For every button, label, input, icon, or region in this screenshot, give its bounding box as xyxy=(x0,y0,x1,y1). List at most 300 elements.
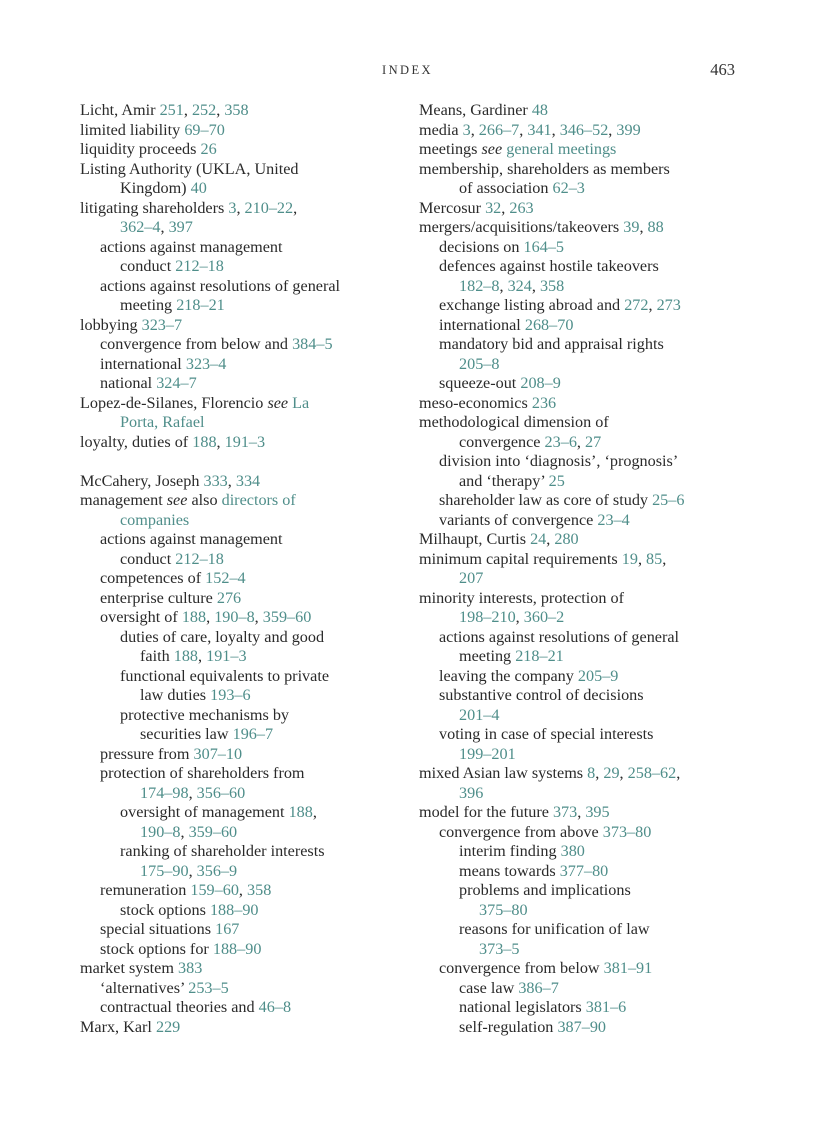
entry-text: , xyxy=(293,198,298,217)
page-reference-link[interactable]: 39 xyxy=(623,218,640,236)
entry-text: , xyxy=(312,803,317,821)
entry-text: Mercosur xyxy=(419,198,486,217)
page-reference-link[interactable]: 373–80 xyxy=(602,822,652,841)
entry-text: , xyxy=(637,549,647,568)
page-reference-link[interactable]: 191–3 xyxy=(224,432,266,451)
index-entry xyxy=(419,550,739,570)
index-subentry xyxy=(80,901,410,921)
entry-text: leaving the company xyxy=(439,666,578,685)
page-reference-link[interactable]: 381–91 xyxy=(603,959,653,977)
entry-text: minimum capital requirements xyxy=(419,549,622,568)
page-reference-link[interactable]: 3 xyxy=(228,198,237,217)
index-entry xyxy=(419,803,739,823)
index-subentry xyxy=(80,881,410,901)
index-entry xyxy=(80,959,410,979)
page-reference-link[interactable]: 381–6 xyxy=(585,998,627,1016)
entry-text: McCahery, Joseph xyxy=(80,471,204,490)
page-reference-link[interactable]: 201–4 xyxy=(459,705,500,724)
index-subentry xyxy=(80,745,410,765)
page-reference-link[interactable]: 196–7 xyxy=(232,725,274,743)
index-subentry xyxy=(80,589,410,609)
entry-text: faith xyxy=(140,647,174,665)
page-reference-link[interactable]: 266–7 xyxy=(478,120,520,139)
entry-text: conduct xyxy=(120,257,176,275)
index-subentry xyxy=(80,725,410,745)
entry-text: lobbying xyxy=(80,315,142,334)
entry-text: international xyxy=(100,354,186,373)
page-reference-link[interactable]: 88 xyxy=(647,218,664,236)
index-entry xyxy=(419,218,739,238)
index-subentry xyxy=(80,296,410,316)
index-subentry xyxy=(80,920,410,940)
page-reference-link[interactable]: 8 xyxy=(587,764,596,782)
page-reference-link[interactable]: 359–60 xyxy=(262,608,312,626)
page-reference-link[interactable]: 334 xyxy=(235,471,261,490)
index-column-left xyxy=(80,101,410,1037)
index-subentry xyxy=(419,940,739,960)
index-entry xyxy=(80,433,410,453)
index-subentry xyxy=(80,569,410,589)
page-reference-link[interactable]: 356–9 xyxy=(196,861,238,880)
page-reference-link[interactable]: 324–7 xyxy=(156,374,197,392)
index-subentry xyxy=(419,569,739,589)
index-subentry xyxy=(80,257,410,277)
page-reference-link[interactable]: 396 xyxy=(459,783,484,802)
page-reference-link[interactable]: 175–90 xyxy=(140,861,189,880)
index-subentry xyxy=(419,238,739,258)
page-reference-link[interactable]: 273 xyxy=(656,296,681,314)
index-entry xyxy=(419,199,739,219)
entry-text: mixed Asian law systems xyxy=(419,764,588,782)
index-subentry xyxy=(419,316,739,336)
index-column-right xyxy=(419,101,739,1037)
page-header xyxy=(80,62,735,82)
entry-text: convergence from above xyxy=(439,822,603,841)
entry-text: national xyxy=(100,374,157,392)
page-reference-link[interactable]: 23–4 xyxy=(597,510,630,529)
entry-text: , xyxy=(662,549,667,568)
entry-text: means towards xyxy=(459,861,560,880)
entry-text: interim finding xyxy=(459,842,561,860)
entry-text: stock options xyxy=(120,900,210,919)
page-reference-link[interactable]: 395 xyxy=(585,803,610,821)
index-subentry xyxy=(419,628,739,648)
page-reference-link[interactable]: 251 xyxy=(159,101,184,119)
page-reference-link[interactable]: 188 xyxy=(192,432,217,451)
page-reference-link[interactable]: 346–52 xyxy=(559,120,609,139)
entry-text: protective mechanisms by xyxy=(120,705,290,724)
index-entry xyxy=(419,101,739,121)
entry-text: Licht, Amir xyxy=(80,101,160,119)
index-subentry xyxy=(419,745,739,765)
page-reference-link[interactable]: directors of xyxy=(221,491,296,509)
entry-text: liquidity proceeds xyxy=(80,140,201,158)
entry-text: model for the future xyxy=(419,803,553,821)
page-number: 463 xyxy=(710,60,735,79)
entry-text: loyalty, duties of xyxy=(80,432,193,451)
page-reference-link[interactable]: Porta, Rafael xyxy=(120,413,205,431)
index-entry xyxy=(80,1018,410,1038)
page-reference-link[interactable]: 188 xyxy=(181,608,207,626)
page-reference-link[interactable]: 208–9 xyxy=(520,374,561,392)
page-reference-link[interactable]: 323–7 xyxy=(141,315,183,334)
page-reference-link[interactable]: 188–90 xyxy=(212,939,262,958)
entry-text: , xyxy=(619,764,628,782)
page-reference-link[interactable]: 323–4 xyxy=(185,354,227,373)
see-reference-term: see xyxy=(166,491,188,509)
entry-text: convergence from below and xyxy=(100,335,293,353)
page-reference-link[interactable]: 377–80 xyxy=(559,861,609,880)
entry-text: management xyxy=(80,491,167,509)
entry-text: , xyxy=(595,764,604,782)
page-reference-link[interactable]: 276 xyxy=(216,588,242,607)
page-reference-link[interactable]: 85 xyxy=(646,549,663,568)
index-entry xyxy=(80,160,410,180)
index-subentry xyxy=(80,550,410,570)
index-subentry xyxy=(419,608,739,628)
page-reference-link[interactable]: 212–18 xyxy=(175,549,224,568)
entry-text: mergers/acquisitions/takeovers xyxy=(419,218,624,236)
entry-text: minority interests, protection of xyxy=(419,588,624,607)
page-reference-link[interactable]: 252 xyxy=(191,101,217,119)
entry-text: remuneration xyxy=(100,881,191,899)
index-entry xyxy=(80,199,410,219)
page-reference-link[interactable]: 373 xyxy=(552,803,578,821)
index-subentry xyxy=(80,530,410,550)
index-entry xyxy=(419,121,739,141)
entry-text: duties of care, loyalty and good xyxy=(120,627,325,646)
entry-text: enterprise culture xyxy=(100,588,217,607)
index-subentry xyxy=(419,374,739,394)
index-subentry xyxy=(80,511,410,531)
page-reference-link[interactable]: 205–9 xyxy=(577,666,619,685)
index-subentry xyxy=(419,920,739,940)
entry-text: of association xyxy=(459,179,553,197)
page-reference-link[interactable]: 207 xyxy=(459,569,484,587)
entry-text: conduct xyxy=(120,549,176,568)
entry-text: special situations xyxy=(100,920,216,938)
index-subentry xyxy=(419,823,739,843)
index-subentry xyxy=(80,628,410,648)
index-subentry xyxy=(419,335,739,355)
page-reference-link[interactable]: 26 xyxy=(200,140,217,158)
entry-text: functional equivalents to private xyxy=(120,666,330,685)
entry-text: Milhaupt, Curtis xyxy=(419,530,531,548)
index-entry xyxy=(80,121,410,141)
entry-text: , xyxy=(470,120,479,139)
entry-text: , xyxy=(206,608,215,626)
entry-text: convergence from below xyxy=(439,959,604,977)
page-reference-link[interactable]: 324 xyxy=(507,276,532,295)
index-entry xyxy=(419,140,739,160)
entry-text: decisions on xyxy=(439,237,524,256)
index-subentry xyxy=(419,901,739,921)
index-entry xyxy=(80,101,410,121)
page-reference-link[interactable]: 27 xyxy=(585,432,602,451)
index-subentry xyxy=(419,959,739,979)
entry-text: case law xyxy=(459,978,519,997)
entry-text: law duties xyxy=(140,686,211,704)
index-subentry xyxy=(419,725,739,745)
entry-text: , xyxy=(515,608,524,626)
page-reference-link[interactable]: 48 xyxy=(531,101,549,119)
entry-text: contractual theories and xyxy=(100,998,259,1016)
entry-text: market system xyxy=(80,959,179,977)
page-reference-link[interactable]: 384–5 xyxy=(292,335,333,353)
index-subentry xyxy=(80,823,410,843)
page-reference-link[interactable]: 236 xyxy=(531,393,557,412)
index-subentry xyxy=(80,277,410,297)
page-reference-link[interactable]: 218–21 xyxy=(176,296,225,314)
entry-text: meeting xyxy=(459,647,516,665)
page-reference-link[interactable]: companies xyxy=(120,510,190,529)
entry-text: meso-economics xyxy=(419,393,532,412)
page-reference-link[interactable]: 193–6 xyxy=(210,686,251,704)
entry-text: , xyxy=(639,218,648,236)
index-subentry xyxy=(419,647,739,667)
page-reference-link[interactable]: 218–21 xyxy=(515,647,564,665)
entry-text: international xyxy=(439,315,525,334)
section-gap xyxy=(80,452,410,472)
entry-text: , xyxy=(551,120,560,139)
page-reference-link[interactable]: 25–6 xyxy=(652,491,685,509)
index-subentry xyxy=(80,355,410,375)
page-reference-link[interactable]: 24 xyxy=(530,530,547,548)
entry-text: , xyxy=(519,120,528,139)
index-subentry xyxy=(80,784,410,804)
page-reference-link[interactable]: 199–201 xyxy=(459,744,516,763)
index-entry xyxy=(80,140,410,160)
page-reference-link[interactable]: 397 xyxy=(168,218,193,236)
entry-text: squeeze-out xyxy=(439,374,521,392)
index-subentry xyxy=(80,413,410,433)
page-reference-link[interactable]: 383 xyxy=(178,959,203,977)
index-subentry xyxy=(80,238,410,258)
entry-text: Lopez-de-Silanes, Florencio xyxy=(80,393,268,412)
page-reference-link[interactable]: 3 xyxy=(462,120,471,139)
index-subentry xyxy=(80,686,410,706)
index-subentry xyxy=(419,433,739,453)
page-reference-link[interactable]: 188–90 xyxy=(209,900,259,919)
page-reference-link[interactable]: 229 xyxy=(155,1017,181,1036)
index-entry xyxy=(419,589,739,609)
page-reference-link[interactable]: 188 xyxy=(173,647,198,665)
page-reference-link[interactable]: La xyxy=(292,393,310,412)
page-reference-link[interactable]: 188 xyxy=(288,803,313,821)
entry-text: Listing Authority (UKLA, United xyxy=(80,159,299,178)
entry-text: self-regulation xyxy=(459,1017,558,1036)
entry-text: shareholder law as core of study xyxy=(439,491,653,509)
entry-text: oversight of management xyxy=(120,803,289,821)
page-reference-link[interactable]: 253–5 xyxy=(188,978,229,997)
page-reference-link[interactable]: 62–3 xyxy=(552,179,585,197)
index-subentry xyxy=(80,179,410,199)
page-reference-link[interactable]: 373–5 xyxy=(479,939,520,958)
entry-text: exchange listing abroad and xyxy=(439,296,625,314)
entry-text: meetings xyxy=(419,140,482,158)
entry-text: voting in case of special interests xyxy=(439,725,654,743)
index-subentry xyxy=(419,277,739,297)
page-reference-link[interactable]: 263 xyxy=(509,198,534,217)
index-subentry xyxy=(419,686,739,706)
entry-text: Means, Gardiner xyxy=(419,101,532,119)
page-reference-link[interactable]: 359–60 xyxy=(188,822,238,841)
page-reference-link[interactable]: 258–62 xyxy=(627,764,677,782)
index-subentry xyxy=(80,862,410,882)
page-reference-link[interactable]: 358 xyxy=(247,881,272,899)
index-subentry xyxy=(419,979,739,999)
entry-text: , xyxy=(183,101,192,119)
index-subentry xyxy=(80,998,410,1018)
index-subentry xyxy=(419,706,739,726)
page-reference-link[interactable]: 212–18 xyxy=(175,257,224,275)
index-entry xyxy=(419,413,739,433)
entry-text: , xyxy=(648,296,657,314)
page-reference-link[interactable]: 205–8 xyxy=(459,354,500,373)
index-entry xyxy=(419,764,739,784)
entry-text: defences against hostile takeovers xyxy=(439,257,659,275)
page-reference-link[interactable]: 25 xyxy=(548,471,565,490)
index-entry xyxy=(419,530,739,550)
index-subentry xyxy=(419,296,739,316)
page-reference-link[interactable]: 360–2 xyxy=(523,608,565,626)
page-reference-link[interactable]: 356–60 xyxy=(196,783,246,802)
index-subentry xyxy=(419,491,739,511)
page-reference-link[interactable]: 174–98 xyxy=(140,783,189,802)
page-reference-link[interactable]: 358 xyxy=(224,101,249,119)
entry-text: , xyxy=(180,822,189,841)
entry-text: Kingdom) xyxy=(120,179,191,197)
page-reference-link[interactable]: 358 xyxy=(539,276,565,295)
index-subentry xyxy=(80,374,410,394)
entry-text: division into ‘diagnosis’, ‘prognosis’ xyxy=(439,452,679,470)
entry-text: reasons for unification of law xyxy=(459,920,650,938)
page-reference-link[interactable]: 29 xyxy=(603,764,620,782)
page-reference-link[interactable]: 280 xyxy=(554,530,579,548)
page-reference-link[interactable]: 341 xyxy=(527,120,552,139)
page-reference-link[interactable]: 399 xyxy=(616,120,641,139)
see-reference-term: see xyxy=(481,140,503,158)
entry-text: also xyxy=(187,491,222,509)
page-reference-link[interactable]: 40 xyxy=(190,179,207,197)
page-reference-link[interactable]: 386–7 xyxy=(518,978,559,997)
entry-text: substantive control of decisions xyxy=(439,686,644,704)
index-subentry xyxy=(419,881,739,901)
entry-text: , xyxy=(531,276,540,295)
index-entry xyxy=(419,160,739,180)
entry-text: , xyxy=(576,432,586,451)
running-head: INDEX xyxy=(382,63,433,77)
entry-text: , xyxy=(499,276,508,295)
entry-text: variants of convergence xyxy=(439,510,598,529)
entry-text: , xyxy=(577,803,586,821)
entry-text: , xyxy=(501,198,510,217)
page-reference-link[interactable]: 190–8 xyxy=(140,822,181,841)
page-reference-link[interactable]: 164–5 xyxy=(523,237,564,256)
page-reference-link[interactable]: 198–210 xyxy=(459,608,516,626)
entry-text: problems and implications xyxy=(459,881,631,899)
page-reference-link[interactable]: 333 xyxy=(203,471,228,490)
page-reference-link[interactable]: 46–8 xyxy=(258,998,292,1016)
page-reference-link[interactable]: 268–70 xyxy=(524,315,574,334)
index-subentry xyxy=(419,667,739,687)
entry-text: meeting xyxy=(120,296,177,314)
page-reference-link[interactable]: 23–6 xyxy=(544,432,577,451)
page-reference-link[interactable]: 375–80 xyxy=(479,900,528,919)
index-subentry xyxy=(419,355,739,375)
page-reference-link[interactable]: 182–8 xyxy=(459,276,500,295)
index-subentry xyxy=(80,218,410,238)
index-subentry xyxy=(80,803,410,823)
entry-text: ranking of shareholder interests xyxy=(120,842,325,860)
entry-text: oversight of xyxy=(100,608,182,626)
index-subentry xyxy=(80,335,410,355)
index-subentry xyxy=(80,647,410,667)
entry-text: ‘alternatives’ xyxy=(100,978,189,997)
entry-text: litigating shareholders xyxy=(80,198,229,217)
entry-text: , xyxy=(188,861,197,880)
entry-text: limited liability xyxy=(80,120,185,139)
index-subentry xyxy=(419,842,739,862)
page-reference-link[interactable]: 32 xyxy=(485,198,502,217)
entry-text: actions against resolutions of general xyxy=(100,276,341,295)
entry-text: actions against management xyxy=(100,237,283,256)
entry-text: , xyxy=(238,881,247,899)
entry-text: pressure from xyxy=(100,744,194,763)
entry-text: , xyxy=(676,764,681,782)
page-reference-link[interactable]: 362–4 xyxy=(120,218,161,236)
page-reference-link[interactable]: 380 xyxy=(560,842,585,860)
page-reference-link[interactable]: 19 xyxy=(621,549,638,568)
index-entry xyxy=(80,394,410,414)
entry-text: membership, shareholders as members xyxy=(419,159,670,178)
entry-text: protection of shareholders from xyxy=(100,764,305,782)
page-reference-link[interactable]: 387–90 xyxy=(557,1017,606,1036)
entry-text: , xyxy=(227,471,236,490)
page-reference-link[interactable]: 307–10 xyxy=(193,744,243,763)
index-entry xyxy=(80,472,410,492)
index-subentry xyxy=(419,784,739,804)
index-subentry xyxy=(419,1018,739,1038)
page-reference-link[interactable]: 272 xyxy=(624,296,649,314)
index-entry xyxy=(419,394,739,414)
page-reference-link[interactable]: 191–3 xyxy=(206,647,247,665)
page-reference-link[interactable]: 159–60 xyxy=(190,881,239,899)
index-entry xyxy=(80,491,410,511)
entry-text: national legislators xyxy=(459,998,586,1016)
page-reference-link[interactable]: general meetings xyxy=(506,140,617,158)
see-reference-term: see xyxy=(267,393,289,412)
page-reference-link[interactable]: 210–22 xyxy=(244,198,294,217)
entry-text: , xyxy=(216,432,225,451)
entry-text: , xyxy=(198,647,207,665)
index-subentry xyxy=(419,862,739,882)
entry-text: mandatory bid and appraisal rights xyxy=(439,335,664,353)
page-reference-link[interactable]: 167 xyxy=(215,920,240,938)
entry-text: , xyxy=(188,783,197,802)
entry-text: methodological dimension of xyxy=(419,413,609,431)
entry-text: and ‘therapy’ xyxy=(459,471,549,490)
index-subentry xyxy=(419,998,739,1018)
page-reference-link[interactable]: 69–70 xyxy=(184,120,225,139)
entry-text: stock options for xyxy=(100,939,213,958)
index-subentry xyxy=(419,452,739,472)
entry-text: actions against management xyxy=(100,530,283,548)
entry-text: , xyxy=(236,198,245,217)
page-reference-link[interactable]: 190–8 xyxy=(214,608,255,626)
page-reference-link[interactable]: 152–4 xyxy=(205,569,246,587)
entry-text: convergence xyxy=(459,432,545,451)
